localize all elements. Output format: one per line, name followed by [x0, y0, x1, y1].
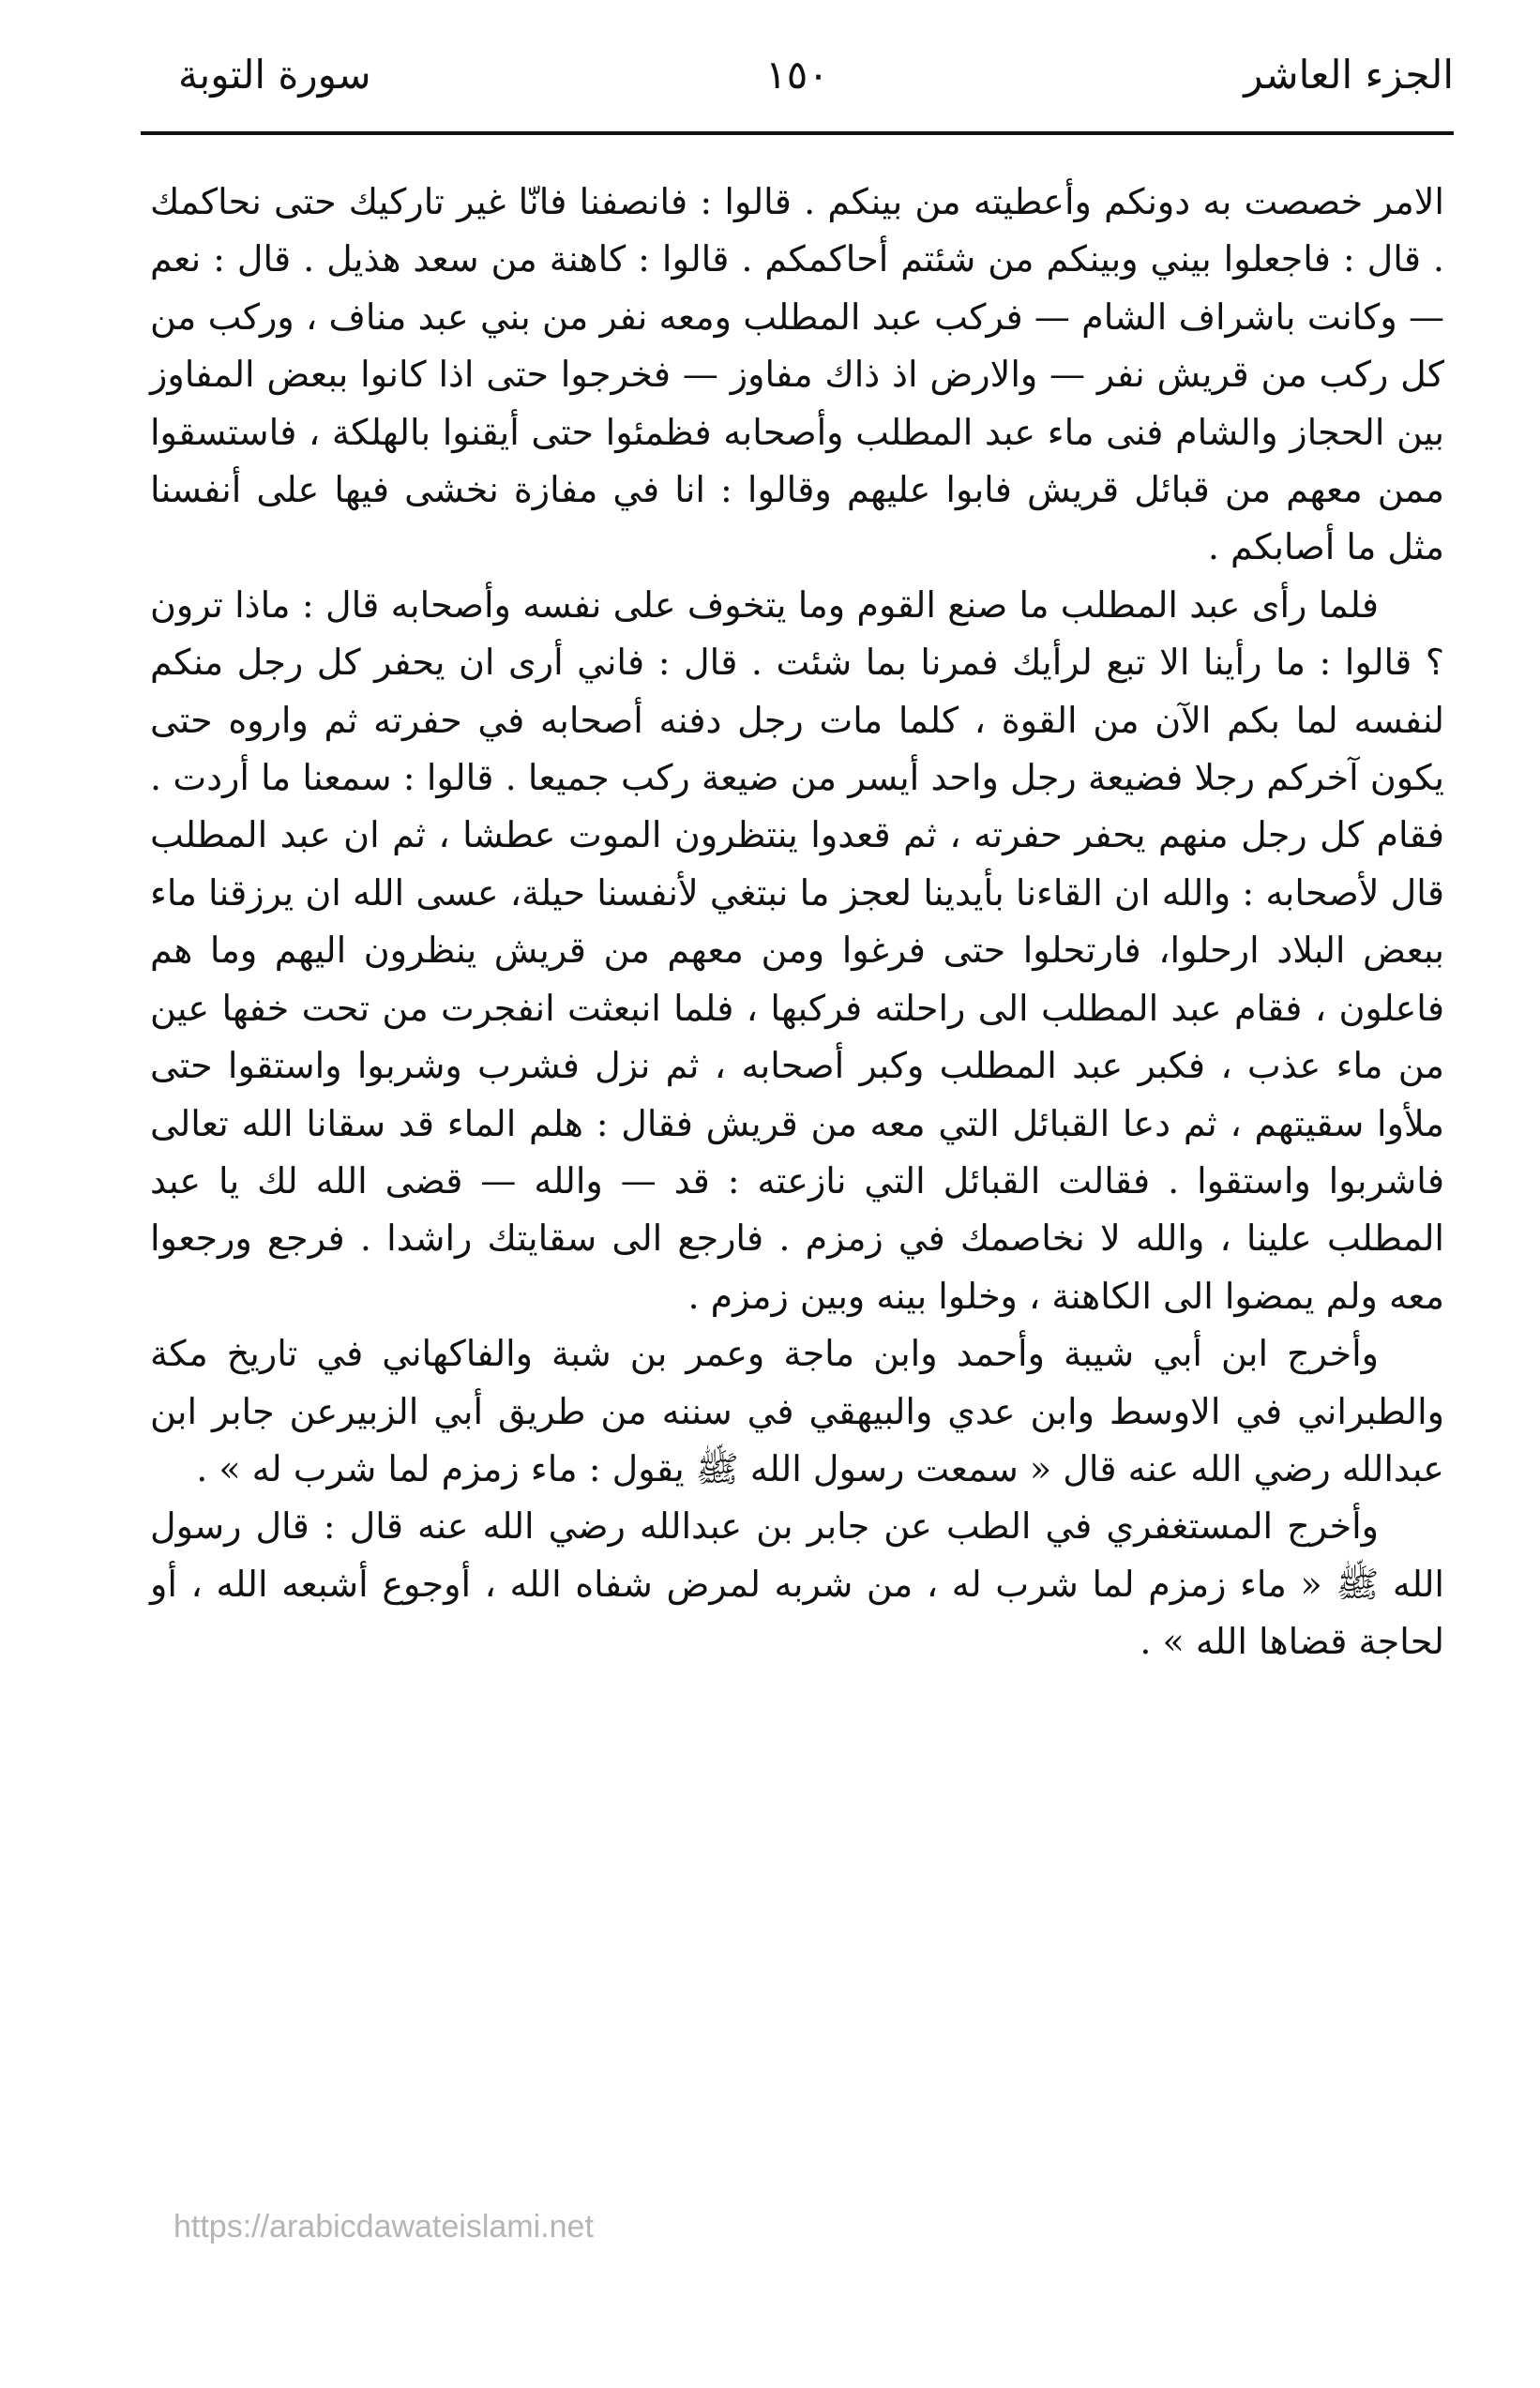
page-number: ١٥٠ — [765, 52, 829, 98]
paragraph-2: فلما رأى عبد المطلب ما صنع القوم وما يتخوف على نفسه وأصحابه قال : ماذا ترون ؟ قالوا : ما رأينا الا تبع لرأيك فمرنا بما شئت . قال : فاني أرى ان يحفر كل رجل منكم لنفسه لما بكم الآن من القوة ، كلما مات رجل دفنه أصحابه في حفرته ثم واروه حتى يكون آخركم رجلا فضيعة رجل واحد أيسر من ضيعة ركب جميعا . قالوا : سمعنا ما أردت . فقام كل رجل منهم يحفر حفرته ، ثم قعدوا ينتظرون الموت عطشا ، ثم ان عبد المطلب قال لأصحابه : والله ان القاءنا بأيدينا لعجز ما نبتغي لأنفسنا حيلة، عسى الله ان يرزقنا ماء ببعض البلاد ارحلوا، فارتحلوا حتى فرغوا ومن معهم من قريش ينظرون اليهم وما هم فاعلون ، فقام عبد المطلب الى راحلته فركبها ، فلما انبعثت انفجرت من تحت خفها عين من ماء عذب ، فكبر عبد المطلب وكبر أصحابه ، ثم نزل فشرب وشربوا واستقوا حتى ملأوا سقيتهم ، ثم دعا القبائل التي معه من قريش فقال : هلم الماء قد سقانا الله تعالى فاشربوا واستقوا . فقالت القبائل التي نازعته : قد — والله — قضى الله لك يا عبد المطلب علينا ، والله لا نخاصمك في زمزم . فارجع الى سقايتك راشدا . فرجع ورجعوا معه ولم يمضوا الى الكاهنة ، وخلوا بينه وبين زمزم . — [150, 583, 1444, 1317]
watermark-url: https://arabicdawateislami.net — [174, 2209, 594, 2244]
paragraph-4: وأخرج المستغفري في الطب عن جابر بن عبدالله رضي الله عنه قال : قال رسول الله ﷺ « ماء زمزم لما شرب له ، من شربه لمرض شفاه الله ، أوجوع أشبعه الله ، أو لحاجة قضاها الله » . — [150, 1505, 1444, 1663]
part-label: الجزء العاشر — [1244, 52, 1454, 98]
surah-label: سورة التوبة — [178, 52, 371, 98]
header-divider — [141, 131, 1454, 135]
paragraph-1: الامر خصصت به دونكم وأعطيته من بينكم . قالوا : فانصفنا فانّا غير تاركيك حتى نحاكمك . قال : فاجعلوا بيني وبينكم من شئتم أحاكمكم . قالوا : كاهنة من سعد هذيل . قال : نعم — وكانت باشراف الشام — فركب عبد المطلب ومعه نفر من بني عبد مناف ، وركب من كل ركب من قريش نفر — والارض اذ ذاك مفاوز — فخرجوا حتى اذا كانوا ببعض المفاوز بين الحجاز والشام فنى ماء عبد المطلب وأصحابه فظمئوا حتى أيقنوا بالهلكة ، فاستسقوا ممن معهم من قبائل قريش فابوا عليهم وقالوا : انا في مفازة نخشى فيها على أنفسنا مثل ما أصابكم . — [150, 181, 1444, 568]
body-text — [150, 174, 1444, 1671]
page-header — [141, 38, 1454, 113]
paragraph-3: وأخرج ابن أبي شيبة وأحمد وابن ماجة وعمر بن شبة والفاكهاني في تاريخ مكة والطبراني في الاوسط وابن عدي والبيهقي في سننه من طريق أبي الزبيرعن جابر ابن عبدالله رضي الله عنه قال « سمعت رسول الله ﷺ يقول : ماء زمزم لما شرب له » . — [150, 1333, 1444, 1489]
